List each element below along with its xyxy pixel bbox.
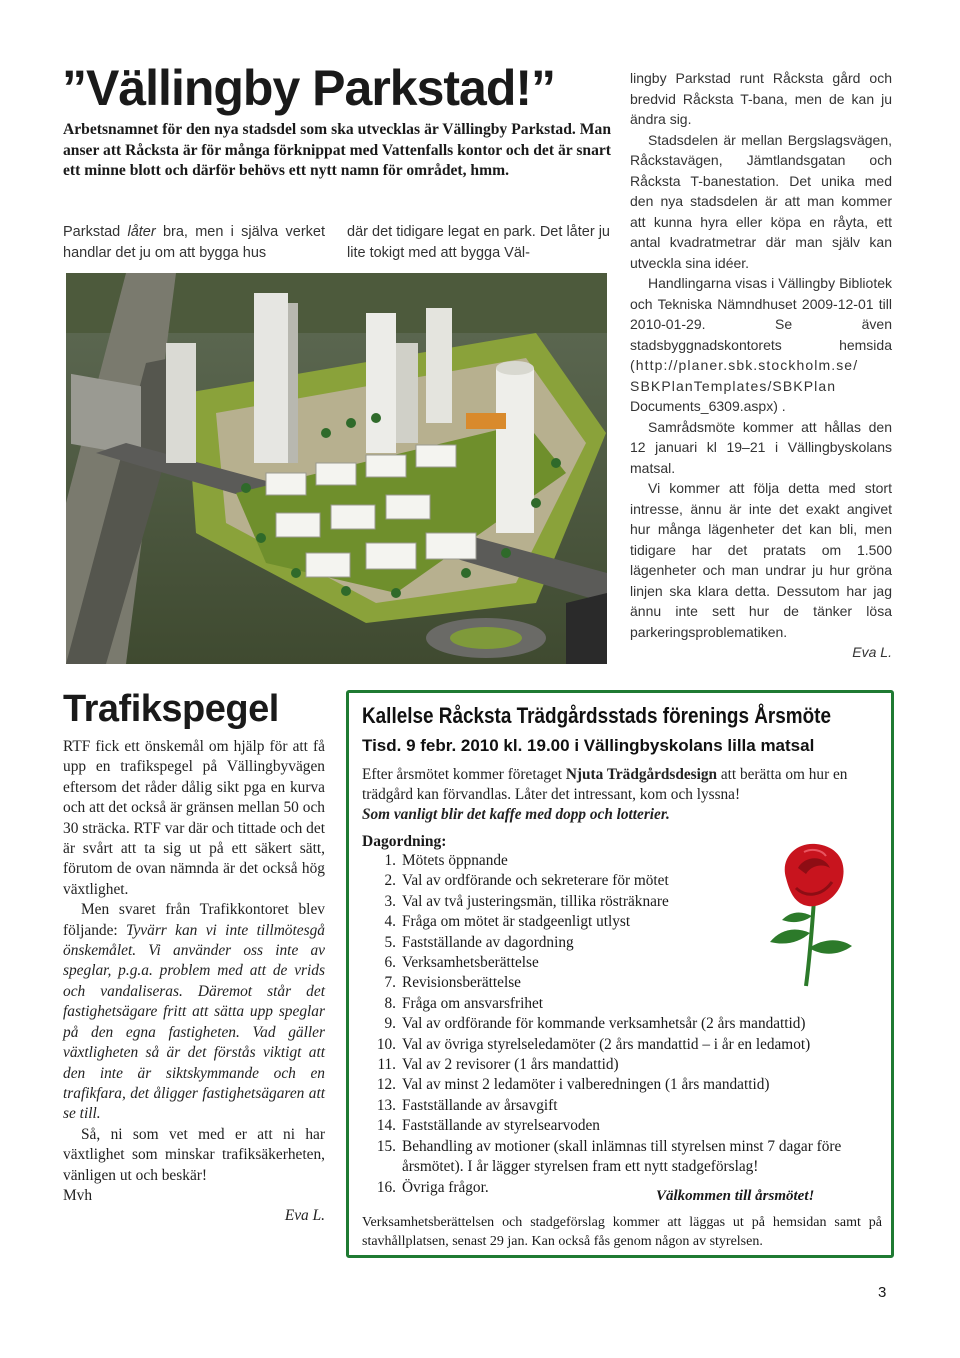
kallelse-intro-pre: Efter årsmötet kommer företaget (362, 766, 566, 783)
agenda-item-text: Val av två justeringsmän, tillika rösträknare (402, 892, 669, 910)
website-url: (http://planer.sbk.stockholm.se/ SBKPlanTemplates/SBKPlan (630, 357, 859, 394)
agenda-item (362, 1116, 882, 1136)
kallelse-coffee: Som vanligt blir det kaffe med dopp och lotterier. (362, 806, 670, 823)
article-right-column (630, 68, 892, 663)
article-lead: Arbetsnamnet för den nya stadsdel som ska utvecklas är Vällingby Parkstad. Man anser att Råcksta är för många förknippat med Vattenfalls kontor och det är snart ett minne blott och därför behövs ett nytt namn för området, hmm. (63, 121, 611, 180)
aerial-rendering-image (66, 273, 607, 664)
agenda-item-number: 10. (376, 1035, 396, 1053)
kallelse-date: Tisd. 9 febr. 2010 kl. 19.00 i Vällingbyskolans lilla matsal (362, 736, 815, 755)
agenda-item (362, 1096, 882, 1116)
agenda-item-text: Behandling av motioner (skall inlämnas till styrelsen minst 7 dagar före årsmötet). I år lägger styrelsen fram ett nytt stadgeförslag! (402, 1137, 842, 1176)
article-column-2: där det tidigare legat en park. Det låter ju lite tokigt med att bygga Väl- (347, 224, 610, 261)
agenda-item-number: 15. (376, 1137, 396, 1155)
agenda-item (362, 1137, 882, 1178)
agenda-item-text: Val av övriga styrelseledamöter (2 års mandattid – i år en ledamot) (402, 1035, 811, 1053)
agenda-item-text: Val av 2 revisorer (1 års mandattid) (402, 1056, 619, 1074)
agenda-item-text: Val av ordförande och sekreterare för mötet (402, 872, 669, 890)
agenda-item-number: 7. (384, 974, 396, 992)
agenda-item-number: 12. (376, 1076, 396, 1094)
article-col1-em: låter (127, 224, 156, 240)
agenda-item (362, 1055, 882, 1075)
article-right-p3b: Documents_6309.aspx) . (630, 398, 786, 414)
agenda-item-text: Fastställande av årsavgift (402, 1096, 558, 1114)
article-right-p4: Samrådsmöte kommer att hållas den 12 januari kl 19–21 i Vällingbyskolans matsal. (630, 418, 892, 476)
agenda-item-number: 4. (384, 913, 396, 931)
agenda-item-number: 11. (377, 1056, 396, 1074)
rose-icon (756, 838, 866, 988)
agenda-item (362, 1075, 882, 1095)
article-right-p1: lingby Parkstad runt Råcksta gård och bredvid Råcksta T-bana, men de kan ju ändra sig. (630, 70, 892, 127)
trafikspegel-p2-quote: Tyvärr kan vi inte tillmötesgå önskemålet. Vi använder oss inte av speglar, p.g.a. problem med att de vrids och vandaliseras. Däremot står det fastighetsägare fritt att sätta upp speglar på den egna fastigheten. Vad gäller växtligheten så är det förstås viktigt att den inte är siktskymmande och en trafikfara, det åligger fastighetsägaren att se till. (63, 921, 325, 1123)
article-right-p2: Stadsdelen är mellan Bergslagsvägen, Råckstavägen, Jämtlandsgatan och Råcksta T-banestation. Det unika med den nya stadsdelen är att man kommer att kunna hyra eller köpa en råyta, ett antal kvadratmetrar där man själv kan utveckla sina idéer. (630, 131, 892, 271)
agenda-item-number: 14. (376, 1117, 396, 1135)
trafikspegel-title: Trafikspegel (63, 688, 279, 730)
agenda-item-text: Mötets öppnande (402, 852, 508, 869)
kallelse-intro (362, 765, 882, 825)
agenda-item-text: Val av minst 2 ledamöter i valberedningen (1 års mandattid) (402, 1076, 770, 1094)
agenda-item-number: 1. (384, 852, 396, 869)
kallelse-company: Njuta Trädgårdsdesign (565, 766, 718, 783)
agenda-item-number: 16. (376, 1178, 396, 1196)
agenda-item-text: Revisionsberättelse (402, 974, 521, 992)
agenda-item-text: Fastställande av styrelsearvoden (402, 1117, 600, 1135)
article-right-p3a: Handlingarna visas i Vällingby Bibliotek och Tekniska Nämndhuset 2009-12-01 till 2010-01-29. Se även stadsbyggnadskontorets hemsida (630, 275, 892, 353)
agenda-item (362, 1014, 882, 1034)
article-signature: Eva L. (852, 644, 892, 660)
kallelse-title: Kallelse Råcksta Trädgårdsstads förenings Årsmöte (362, 703, 831, 728)
trafikspegel-body (63, 737, 325, 1227)
kallelse-intro-post: att berätta om hur en trädgård kan förvandlas. Låter det intressant, kom och lyssna! (362, 766, 848, 803)
agenda-item-text: Fråga om ansvarsfrihet (402, 994, 544, 1012)
article-right-p5: Vi kommer att följa detta med stort intresse, ännu är inte det exakt angivet hur många lägenheter det kan bli, men tidigare har det pratats om 1.500 lägenheter och man undrar ju hur gröna linjen ska klara detta. Dessutom har jag ännu inte sett hur de tänker lösa parkeringsproblematiken. (630, 480, 892, 640)
agenda-item-number: 5. (384, 933, 396, 951)
trafikspegel-signature: Eva L. (284, 1207, 325, 1225)
agenda-item-text: Övriga frågor. (402, 1178, 489, 1196)
trafikspegel-p2 (63, 900, 325, 1124)
agenda-item (362, 994, 882, 1014)
trafikspegel-p1: RTF fick ett önskemål om hjälp för att få upp en trafikspegel på Vällingbyvägen eftersom det råder dålig sikt pga en kurva och att det också är gränsen mellan 50 och 30 sträcka. RTF var där och tittade och det är svårt att ta sig ut på ett säkert sätt, förutom de ovan nämnda är det också hög växtlighet. (63, 738, 325, 898)
agenda-item-number: 9. (384, 1015, 396, 1033)
agenda-item-text: Fastställande av dagordning (402, 933, 574, 951)
agenda-item-number: 3. (384, 892, 396, 910)
article-col1-pre: Parkstad (63, 224, 128, 240)
article-title: ”Vällingby Parkstad!” (62, 60, 556, 116)
agenda-item-text: Fråga om mötet är stadgeenligt utlyst (402, 913, 631, 931)
agenda-item (362, 1035, 882, 1055)
agenda-item-number: 6. (384, 954, 396, 972)
article-col1-post: bra, men i själva verket handlar det ju om att bygga hus (63, 224, 325, 261)
agenda-item-number: 2. (384, 872, 396, 890)
kallelse-footer: Verksamhetsberättelsen och stadgeförslag kommer att läggas ut på hemsidan samt på stavhållplatsen, senast 29 jan. Kan också fås genom någon av styrelsen. (362, 1215, 882, 1249)
agenda-item-text: Verksamhetsberättelse (402, 954, 539, 972)
trafikspegel-p3: Så, ni som vet med er att ni har växtlighet som minskar trafiksäkerheten, vänligen ut och beskär! (63, 1125, 325, 1184)
agenda-item-number: 8. (384, 994, 396, 1012)
agenda-title: Dagordning: (362, 833, 447, 850)
agenda-item-number: 13. (376, 1096, 396, 1114)
article-right-p3 (630, 273, 892, 417)
agenda-item-text: Val av ordförande för kommande verksamhetsår (2 års mandattid) (402, 1015, 806, 1033)
page-number: 3 (878, 1284, 887, 1301)
welcome-text: Välkommen till årsmötet! (656, 1188, 815, 1204)
trafikspegel-p2-pre: Men svaret från Trafikkontoret blev följande: (63, 901, 325, 939)
article-column-1 (63, 222, 325, 263)
trafikspegel-closing: Mvh (63, 1186, 93, 1204)
